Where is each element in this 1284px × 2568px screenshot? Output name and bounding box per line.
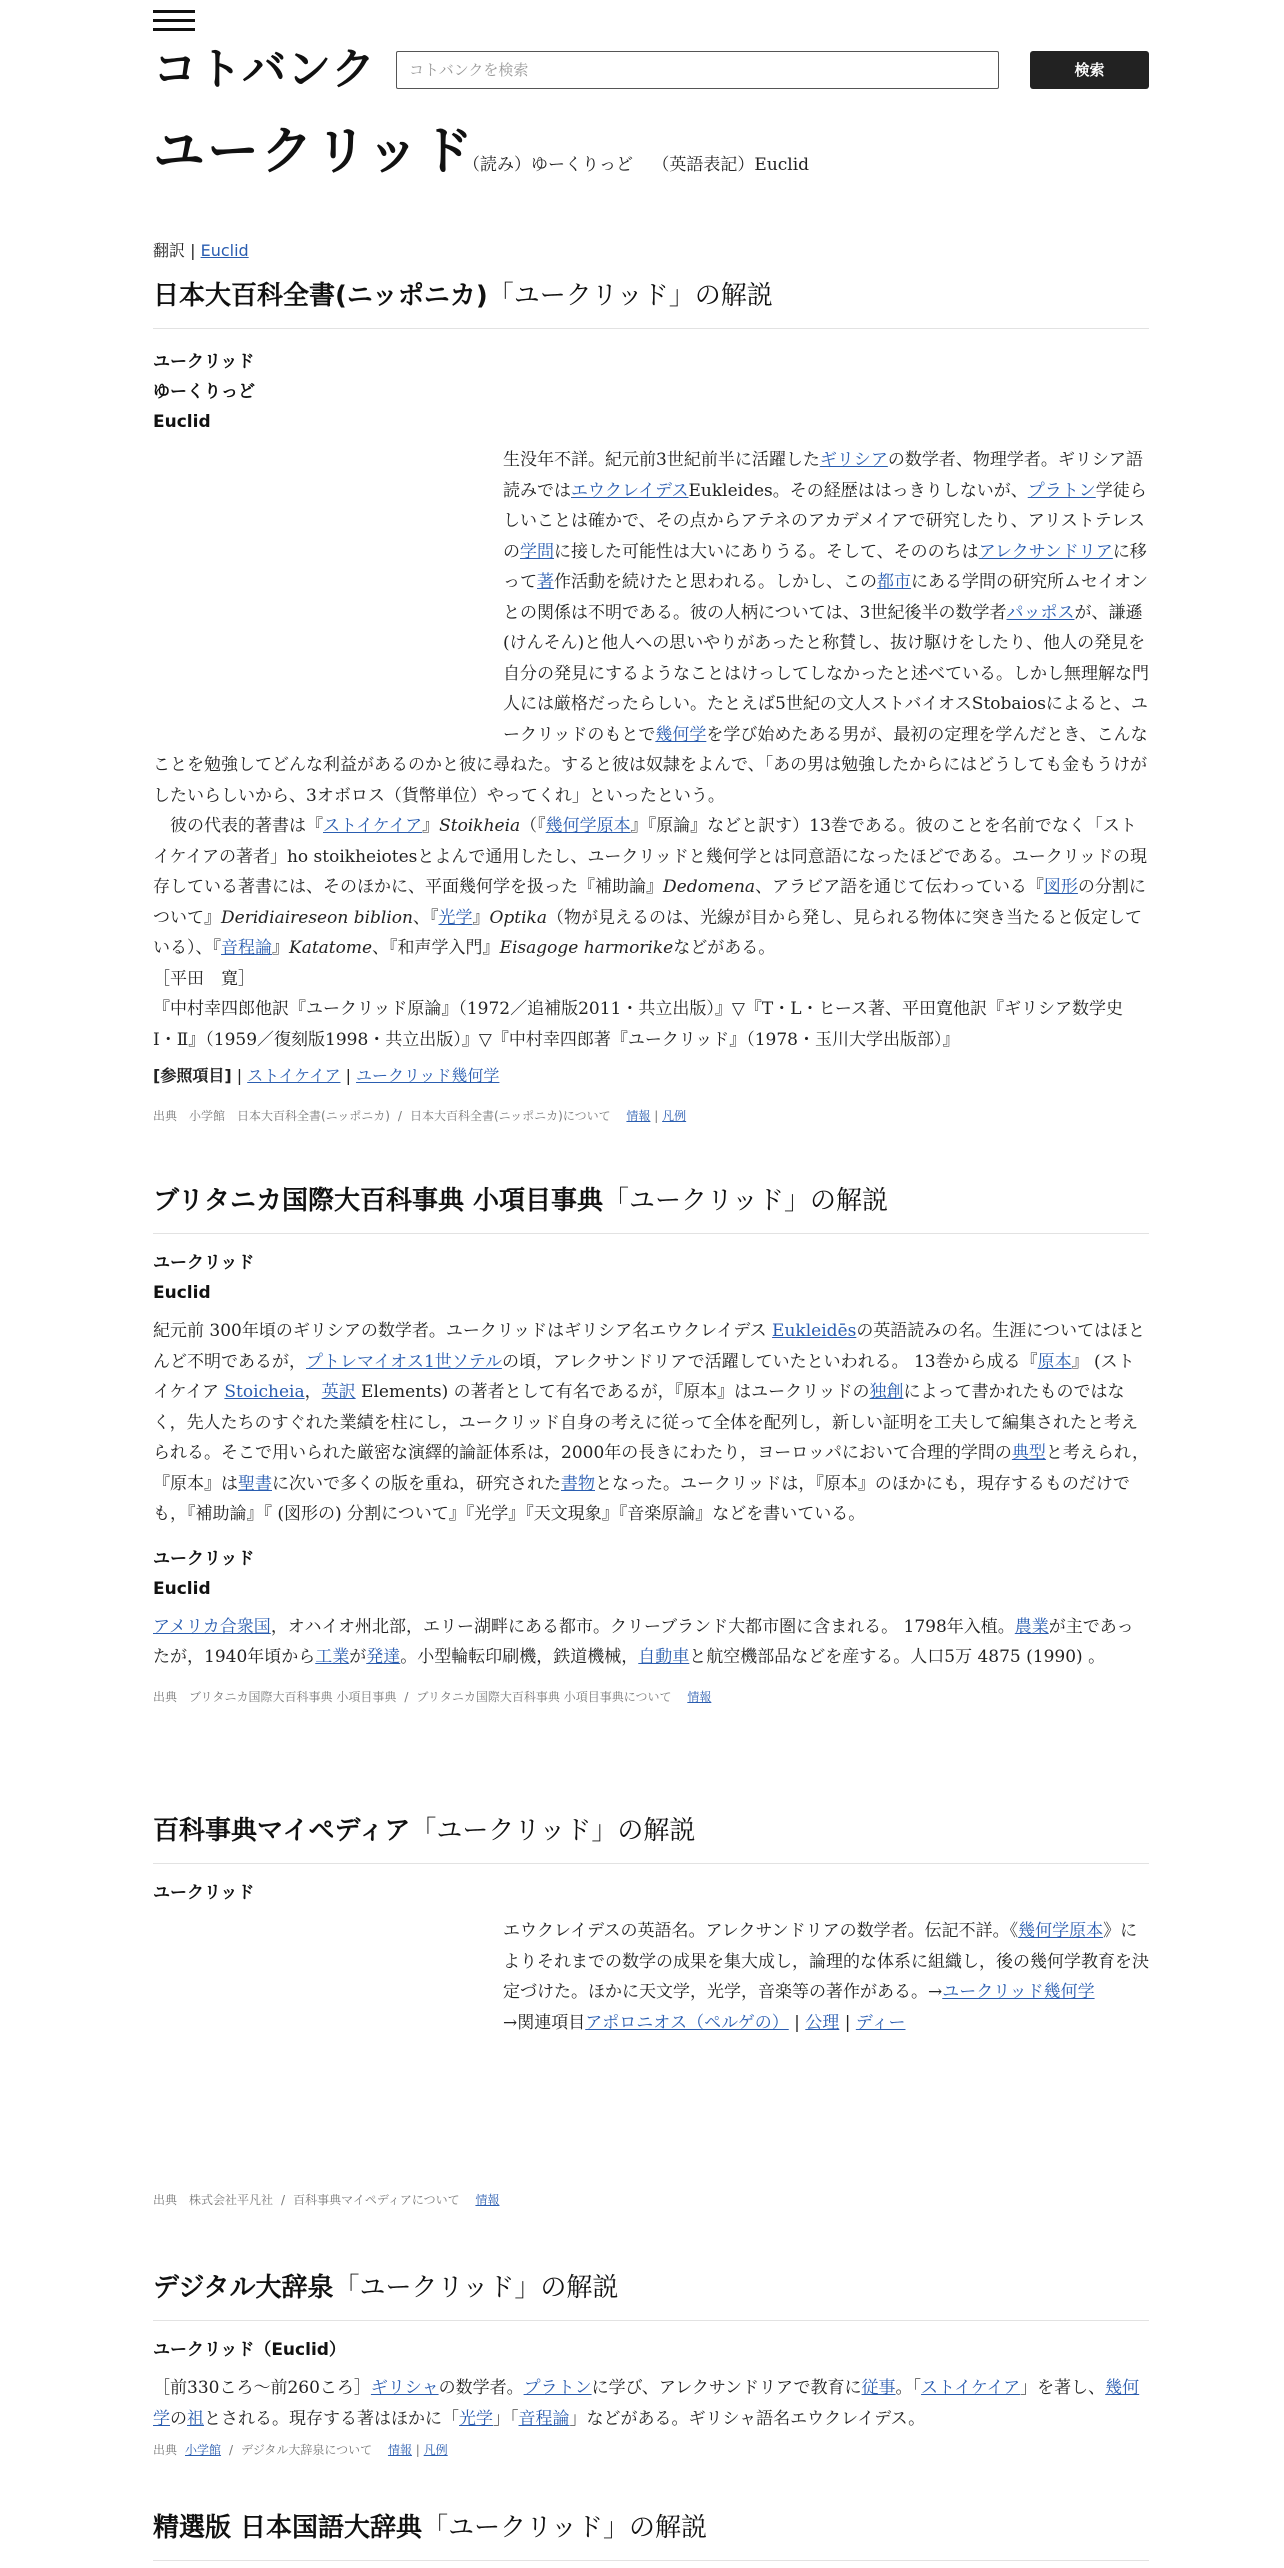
translation-row: 翻訳 | Euclid (153, 241, 249, 260)
daijisen-body: ［前330ころ～前260ころ］ギリシャの数学者。プラトンに学び、アレクサンドリアで教育に従事。「ストイケイア」を著し、幾何学の祖とされる。現存する著はほかに「光学」「音程論」などがある。ギリシャ語名エウクレイデス。 (153, 2378, 1140, 2429)
section-heading: 精選版 日本国語大辞典「ユークリッド」の解説 (153, 2510, 1149, 2561)
term-headword: ユークリッド (153, 1883, 255, 1903)
section-nipponica (153, 278, 1149, 1126)
related-link[interactable]: アポロニオス（ペルゲの） (585, 2012, 789, 2033)
section-heading: ブリタニカ国際大百科事典 小項目事典「ユークリッド」の解説 (153, 1183, 1149, 1234)
publisher-link[interactable]: 小学館 (185, 2443, 222, 2457)
section-britannica (153, 1183, 1149, 1707)
term-english: Euclid (153, 1578, 211, 1599)
source-line: 出典 小学館 日本大百科全書(ニッポニカ) / 日本大百科全書(ニッポニカ)について 情報 | 凡例 (153, 1108, 687, 1123)
legend-link[interactable]: 凡例 (662, 1108, 687, 1123)
source-line: 出典 小学館 / デジタル大辞泉について 情報 | 凡例 (153, 2443, 448, 2457)
source-line: 出典 株式会社平凡社 / 百科事典マイペディアについて 情報 (153, 2193, 500, 2207)
section-heading: 百科事典マイペディア「ユークリッド」の解説 (153, 1813, 1149, 1864)
section-mypedia (153, 1813, 1149, 2210)
britannica-body-1: 紀元前 300年頃のギリシアの数学者。ユークリッドはギリシア名エウクレイデス Eukleidēsの英語読みの名。生涯についてはほとんど不明であるが，プトレマイオス1世ソテルの頃，アレクサンドリアで活躍していたといわれる。 13巻から成る『原本』 (ストイケイア Stoicheia，英訳 Elements) の著者として有名であるが，『原本』はユークリッドの独創によって書かれたものではなく，先人たちのすぐれた業績を柱にし，ユークリッド自身の考えに従って全体を配列し，新しい証明を工夫して編集されたと考えられる。そこで用いられた厳密な演繹的論証体系は，2000年の長きにわたり，ヨーロッパにおいて合理的学問の典型と考えられ，『原本』は聖書に次いで多くの版を重ね，研究された書物となった。ユークリッドは，『原本』のほかにも，現存するものだけでも，『補助論』『 (図形の) 分割について』『光学』『天文現象』『音楽原論』などを書いている。 (153, 1321, 1149, 1524)
ref-link[interactable]: ストイケイア (247, 1066, 341, 1085)
term-headword: ユークリッド (153, 1548, 255, 1569)
translation-label: 翻訳 (153, 241, 186, 260)
site-logo[interactable]: コトバンク (153, 44, 377, 95)
term-headword: ユークリッド (153, 352, 255, 372)
section-heading: デジタル大辞泉「ユークリッド」の解説 (153, 2270, 1149, 2321)
info-link[interactable]: 情報 (475, 2193, 500, 2207)
reference-links: [参照項目] | ストイケイア | ユークリッド幾何学 (153, 1066, 500, 1085)
term-reading: ゆーくりっど (153, 382, 255, 402)
translation-link[interactable]: Euclid (200, 241, 249, 260)
related-link[interactable]: ディー (855, 2012, 906, 2033)
section-nikkoku (153, 2510, 1149, 2561)
info-link[interactable]: 情報 (387, 2443, 412, 2457)
search-button[interactable]: 検索 (1030, 51, 1149, 89)
search-input[interactable]: コトバンクを検索 (396, 51, 999, 89)
term-english: Euclid (153, 1283, 211, 1303)
source-line: 出典 ブリタニカ国際大百科事典 小項目事典 / ブリタニカ国際大百科事典 小項目事典について 情報 (153, 1689, 712, 1704)
nipponica-body: 生没年不詳。紀元前3世紀前半に活躍したギリシアの数学者、物理学者。ギリシア語読みではエウクレイデスEukleides。その経歴ははっきりしないが、プラトン学徒らしいことは確かで、その点からアテネのアカデメイアで研究したり、アリストテレスの学問に接した可能性は大いにありうる。そして、そののちはアレクサンドリアに移って著作活動を続けたと思われる。しかし、この都市にある学問の研究所ムセイオンとの関係は不明である。彼の人柄については、3世紀後半の数学者パッポスが、謙遜(けんそん)と他人への思いやりがあったと称賛し、抜け駆けをしたり、他人の発見を自分の発見にするようなことはけっしてしなかったと述べている。しかし無理解な門人には厳格だったらしい。たとえば5世紀の文人ストバイオスStobaiosによると、ユークリッドのもとで幾何学を学び始めたある男が、最初の定理を学んだとき、こんなことを勉強してどんな利益があるのかと彼に尋ねた。すると彼は奴隷をよんで、「あの男は勉強したからにはどうしても金もうけがしたいらしいから、3オボロス（貨幣単位）やってくれ」といったという。 彼の代表的著書は『ストイケイア』Stoikheia（『幾何学原本』『原論』などと訳す）13巻である。彼のことを名前でなく「ストイケイアの著者」ho stoikheiotesとよんで通用したし、ユークリッドと幾何学とは同意語になったほどである。ユークリッドの現存している著書には、そのほかに、平面幾何学を扱った『補助論』Dedomena、アラビア語を通じて伝わっている『図形の分割について』Deridiaireseon biblion、『光学』Optika（物が見えるのは、光線が目から発し、見られる物体に突き当たると仮定している）、『音程論』Katatome、『和声学入門』Eisagoge harmorikeなどがある。 ［平田 寛］ 『中村幸四郎他訳『ユークリッド原論』（1972／追補版2011・共立出版）』▽『T・L・ヒース著、平田寛他訳『ギリシア数学史 Ⅰ・Ⅱ』（1959／復刻版1998・共立出版）』▽『中村幸四郎著『ユークリッド』（1978・玉川大学出版部）』 (153, 450, 1149, 1050)
info-link[interactable]: 情報 (687, 1689, 712, 1704)
entry-reading (463, 150, 823, 175)
menu-icon[interactable] (153, 10, 195, 32)
term-headword: ユークリッド（Euclid） (153, 2340, 346, 2360)
section-daijisen (153, 2270, 1149, 2460)
britannica-body-2: アメリカ合衆国，オハイオ州北部，エリー湖畔にある都市。クリーブランド大都市圏に含まれる。 1798年入植。農業が主であったが，1940年頃から工業が発達。小型輪転印刷機，鉄道機械，自動車と航空機部品などを産する。人口5万 4875 (1990) 。 (153, 1616, 1134, 1667)
legend-link[interactable]: 凡例 (423, 2443, 448, 2457)
term-headword: ユークリッド (153, 1253, 255, 1273)
mypedia-body: エウクレイデスの英語名。アレクサンドリアの数学者。伝記不詳。《幾何学原本》によりそれまでの数学の成果を集大成し，論理的な体系に組織し，後の幾何学教育を決定づけた。ほかに天文学，光学，音楽等の著作がある。→ユークリッド幾何学 →関連項目アポロニオス（ペルゲの） | 公理 | ディー (503, 1921, 1149, 2033)
term-english: Euclid (153, 412, 211, 432)
reading-kana: （読み）ゆーくりっど (463, 155, 633, 175)
related-link[interactable]: 公理 (805, 2012, 840, 2033)
page-title: ユークリッド (153, 122, 475, 182)
section-heading: 日本大百科全書(ニッポニカ)「ユークリッド」の解説 (153, 278, 1149, 329)
info-link[interactable]: 情報 (626, 1108, 651, 1123)
ref-link[interactable]: ユークリッド幾何学 (356, 1066, 500, 1085)
reading-english: （英語表記）Euclid (652, 155, 810, 175)
